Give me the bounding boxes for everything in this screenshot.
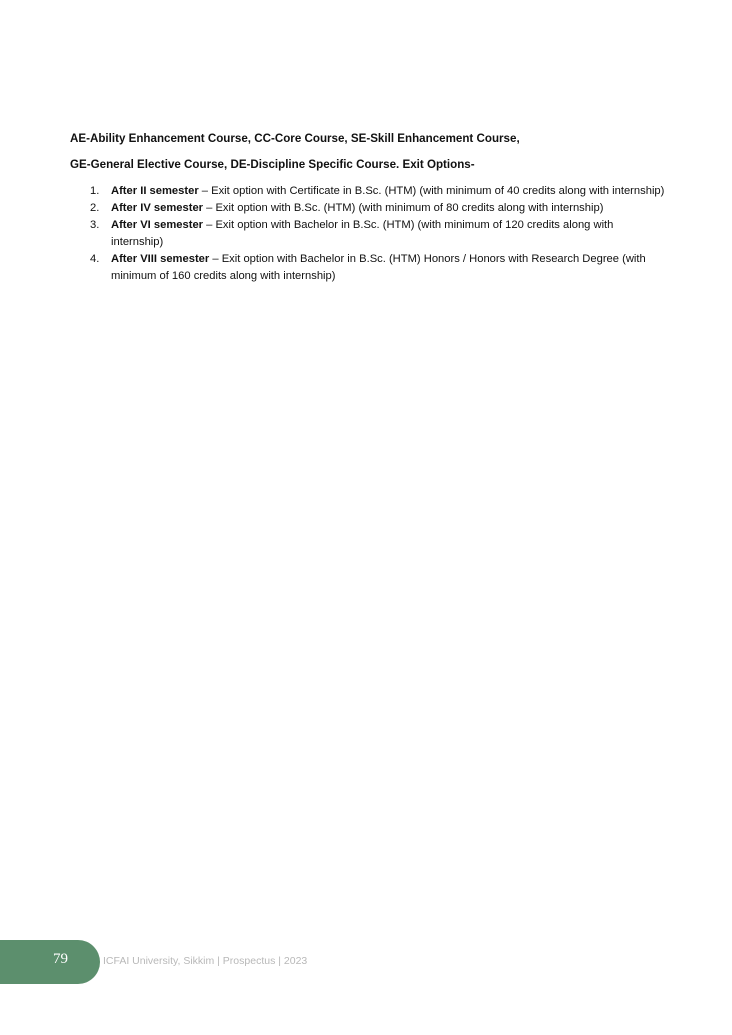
- exit-option-term: After II semester: [111, 185, 199, 197]
- abbreviations-line-2: GE-General Elective Course, DE-Discipline Specific Course. Exit Options-: [70, 158, 475, 171]
- footer-text: ICFAI University, Sikkim | Prospectus | 2023: [103, 955, 308, 967]
- exit-option-term: After VI semester: [111, 219, 204, 231]
- abbreviations-line-1: AE-Ability Enhancement Course, CC-Core Course, SE-Skill Enhancement Course,: [70, 132, 520, 145]
- exit-option-text: – Exit option with Bachelor in B.Sc. (HTM) (with minimum of 120 credits along with internship): [111, 219, 614, 248]
- exit-option-number: 1.: [90, 185, 100, 197]
- exit-options-list: [88, 183, 668, 285]
- exit-option-number: 2.: [90, 202, 100, 214]
- footer-page-badge: [0, 940, 100, 984]
- exit-option-text: – Exit option with Bachelor in B.Sc. (HTM) Honors / Honors with Research Degree (with minimum of 160 credits along with internship): [111, 253, 646, 282]
- exit-option-item: [88, 200, 668, 217]
- exit-option-text: – Exit option with B.Sc. (HTM) (with minimum of 80 credits along with internship): [203, 202, 604, 214]
- exit-option-text: – Exit option with Certificate in B.Sc. (HTM) (with minimum of 40 credits along with internship): [198, 185, 665, 197]
- exit-option-item: [88, 183, 668, 200]
- exit-option-item: [88, 251, 668, 285]
- exit-option-number: 4.: [90, 253, 100, 265]
- exit-option-term: After IV semester: [111, 202, 204, 214]
- exit-option-term: After VIII semester: [111, 253, 210, 265]
- exit-option-item: [88, 217, 668, 251]
- page-number: 79: [53, 951, 68, 967]
- exit-option-number: 3.: [90, 219, 100, 231]
